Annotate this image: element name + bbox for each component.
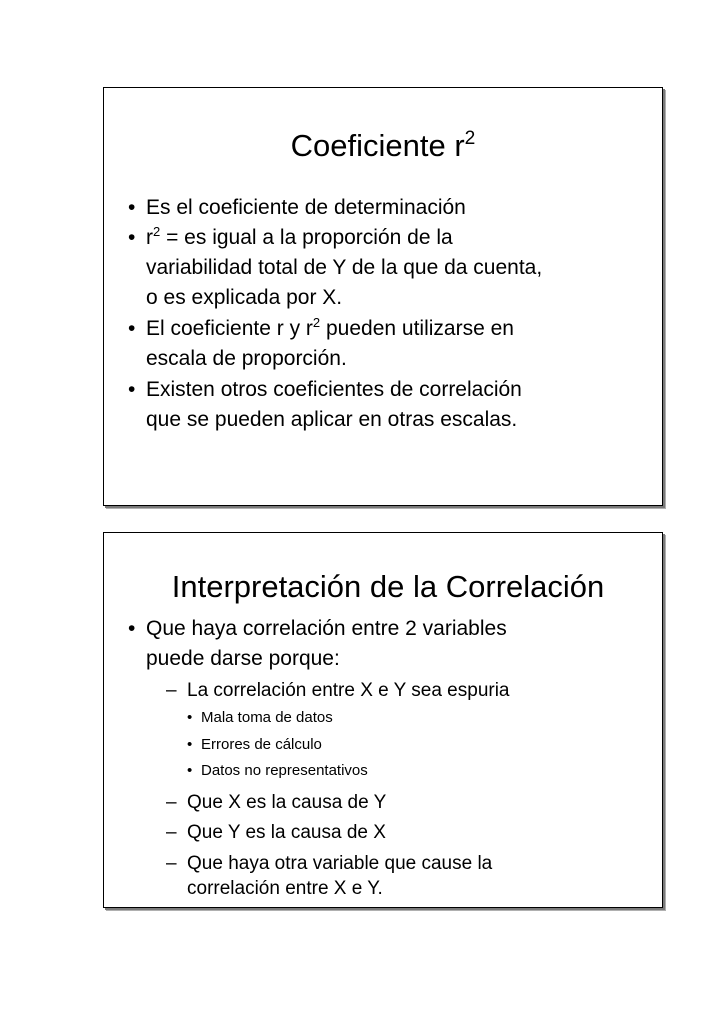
continuation-line [146, 253, 542, 283]
bullet-text: variabilidad total de Y de la que da cuenta, [146, 256, 543, 279]
bullet-text: Que Y es la causa de X [187, 822, 386, 843]
bullet-text: Es el coeficiente de determinación [146, 196, 466, 219]
bullet-text [146, 223, 453, 253]
bullet-text: que se pueden aplicar en otras escalas. [146, 408, 518, 431]
bullet-text: correlación entre X e Y. [187, 878, 383, 899]
bullet-text [146, 314, 514, 344]
continuation-line [146, 644, 340, 674]
bullet-text: Errores de cálculo [201, 736, 322, 753]
bullet-dot: • [187, 736, 193, 753]
continuation-line [187, 875, 383, 903]
slide-title [104, 128, 662, 164]
continuation-line [146, 344, 347, 374]
slide-coeficiente-r2 [103, 87, 663, 506]
dash-bullet: – [166, 792, 177, 813]
slide-title: Interpretación de la Correlación [171, 569, 605, 604]
bullet-dot: • [128, 378, 136, 401]
bullet-text: La correlación entre X e Y sea espuria [187, 680, 510, 701]
bullet-text: puede darse porque: [146, 647, 340, 670]
bullet-dot: • [187, 762, 193, 779]
bullet-dot: • [128, 196, 136, 219]
text-part: = es igual a la proporción de la [160, 226, 453, 249]
bullet-dot: • [128, 317, 136, 340]
continuation-line [146, 283, 342, 313]
bullet-text: Mala toma de datos [201, 709, 333, 726]
bullet-text: Existen otros coeficientes de correlación [146, 378, 522, 401]
bullet-text: Que X es la causa de Y [187, 792, 387, 813]
bullet-dot: • [128, 226, 136, 249]
dash-bullet: – [166, 822, 177, 843]
text-part: pueden utilizarse en [320, 317, 514, 340]
dash-bullet: – [166, 680, 177, 701]
bullet-dot: • [128, 617, 136, 640]
dash-bullet: – [166, 853, 177, 874]
bullet-text: o es explicada por X. [146, 286, 343, 309]
text-part: r [146, 226, 153, 249]
slide-interpretacion-correlacion [103, 532, 663, 908]
bullet-text: Que haya otra variable que cause la [187, 853, 493, 874]
bullet-dot: • [187, 709, 193, 726]
title-text: Coeficiente r [290, 128, 465, 163]
title-superscript: 2 [464, 128, 476, 150]
continuation-line [146, 405, 517, 435]
bullet-text: Datos no representativos [201, 762, 368, 779]
superscript: 2 [312, 314, 321, 330]
text-part: El coeficiente r y r [146, 317, 313, 340]
bullet-text: escala de proporción. [146, 347, 347, 370]
superscript: 2 [153, 223, 161, 239]
bullet-text: Que haya correlación entre 2 variables [146, 617, 507, 640]
